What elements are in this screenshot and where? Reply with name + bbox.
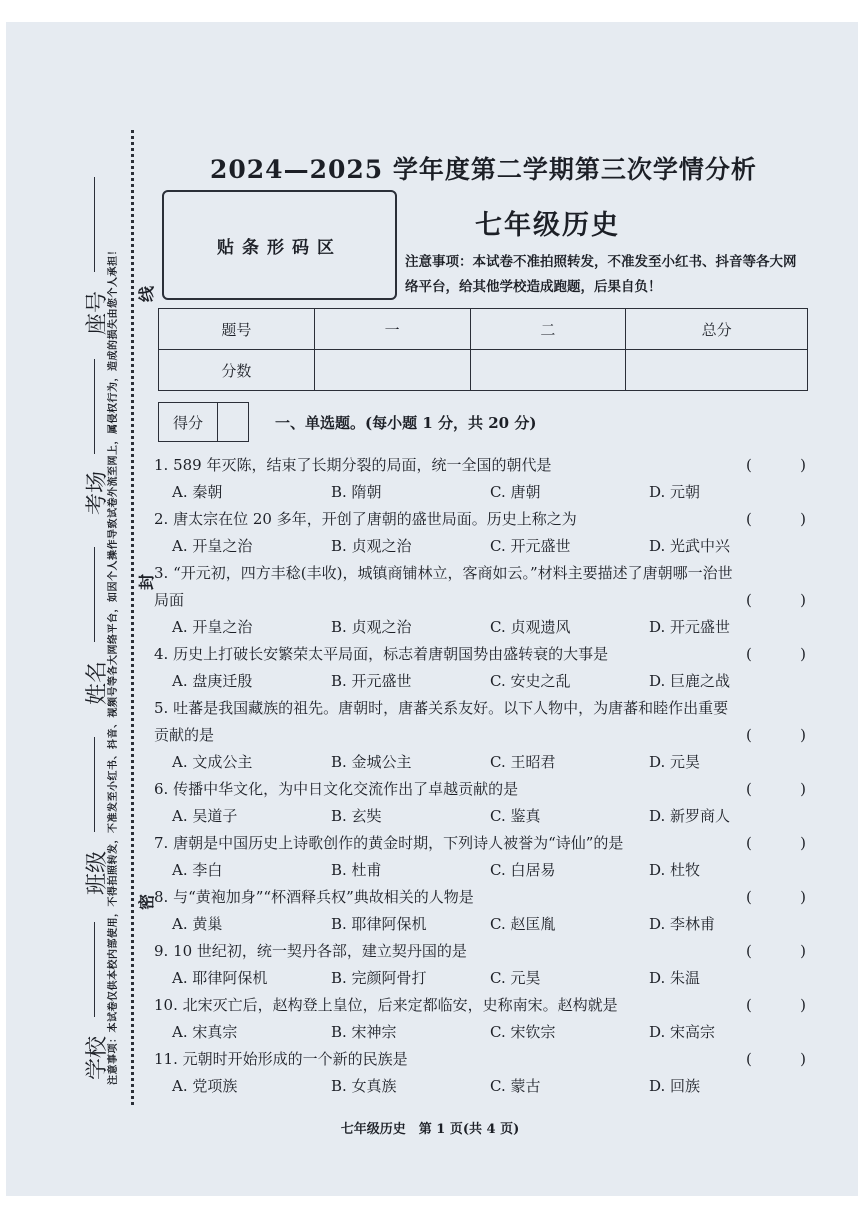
paren-open: ( [746, 456, 752, 474]
option-row [154, 1073, 814, 1100]
name-label: 姓名 [85, 660, 110, 705]
question-item [154, 695, 814, 776]
question-item [154, 884, 814, 938]
option-a: A. 李白 [172, 861, 223, 879]
seal-seal-char: 封 [137, 573, 156, 590]
option-row [154, 668, 814, 695]
section-score-box [158, 402, 249, 442]
paren-close: ) [800, 645, 806, 663]
question-stem: 10. 北宋灭亡后，赵构登上皇位，后来定都临安，史称南宋。赵构就是 [154, 996, 618, 1014]
option-b: B. 女真族 [331, 1077, 397, 1095]
answer-parentheses [746, 587, 806, 614]
question-stem: 9. 10 世纪初，统一契丹各部，建立契丹国的是 [154, 942, 467, 960]
option-c: C. 王昭君 [490, 753, 556, 771]
question-item [154, 1046, 814, 1100]
paren-open: ( [746, 726, 752, 744]
paren-close: ) [800, 726, 806, 744]
answer-parentheses [746, 830, 806, 857]
option-row [154, 479, 814, 506]
option-c: C. 元昊 [490, 969, 541, 987]
option-b: B. 贞观之治 [331, 537, 412, 555]
option-a: A. 盘庚迁殷 [172, 672, 253, 690]
question-stem: 5. 吐蕃是我国藏族的祖先。唐朝时，唐蕃关系友好。以下人物中，为唐蕃和睦作出重要贡献的是 [154, 699, 729, 744]
question-list [154, 452, 814, 1100]
paren-close: ) [800, 780, 806, 798]
class-label: 班级 [85, 850, 110, 895]
score-cell: 一 [314, 309, 470, 350]
score-table-score-row [159, 350, 808, 391]
option-d: D. 新罗商人 [649, 807, 731, 825]
option-d: D. 元朝 [649, 483, 701, 501]
option-a: A. 耶律阿保机 [172, 969, 268, 987]
question-stem: 3. “开元初，四方丰稔(丰收)，城镇商铺林立，客商如云。”材料主要描述了唐朝哪一治世局面 [154, 564, 733, 609]
answer-parentheses [746, 641, 806, 668]
option-d: D. 杜牧 [649, 861, 701, 879]
option-b: B. 完颜阿骨打 [331, 969, 427, 987]
score-cell: 二 [470, 309, 626, 350]
option-row [154, 749, 814, 776]
paren-close: ) [800, 591, 806, 609]
option-c: C. 贞观遗风 [490, 618, 571, 636]
score-cell: 题号 [159, 309, 315, 350]
option-c: C. 蒙古 [490, 1077, 541, 1095]
option-c: C. 宋钦宗 [490, 1023, 556, 1041]
question-item [154, 452, 814, 506]
question-item [154, 506, 814, 560]
option-d: D. 光武中兴 [649, 537, 731, 555]
seat-number-label: 座号 [85, 290, 110, 335]
question-stem: 2. 唐太宗在位 20 多年，开创了唐朝的盛世局面。历史上称之为 [154, 510, 577, 528]
answer-parentheses [746, 1046, 806, 1073]
paren-close: ) [800, 510, 806, 528]
option-a: A. 文成公主 [172, 753, 253, 771]
option-b: B. 玄奘 [331, 807, 382, 825]
option-b: B. 开元盛世 [331, 672, 412, 690]
paren-close: ) [800, 456, 806, 474]
score-blank-cell [470, 350, 626, 391]
option-row [154, 1019, 814, 1046]
option-row [154, 803, 814, 830]
option-d: D. 朱温 [649, 969, 701, 987]
option-b: B. 耶律阿保机 [331, 915, 427, 933]
option-a: A. 宋真宗 [172, 1023, 238, 1041]
option-row [154, 911, 814, 938]
option-d: D. 宋高宗 [649, 1023, 716, 1041]
option-a: A. 开皇之治 [172, 537, 253, 555]
option-c: C. 开元盛世 [490, 537, 571, 555]
paren-open: ( [746, 780, 752, 798]
score-table [158, 308, 808, 391]
exam-title: 2024—2025 学年度第二学期第三次学情分析 [210, 155, 757, 184]
paren-close: ) [800, 834, 806, 852]
score-blank-cell [314, 350, 470, 391]
question-item [154, 776, 814, 830]
option-b: B. 贞观之治 [331, 618, 412, 636]
option-a: A. 黄巢 [172, 915, 223, 933]
question-stem: 11. 元朝时开始形成的一个新的民族是 [154, 1050, 408, 1068]
option-a: A. 开皇之治 [172, 618, 253, 636]
option-d: D. 开元盛世 [649, 618, 731, 636]
option-a: A. 秦朝 [172, 483, 223, 501]
exam-room-label: 考场 [85, 470, 110, 515]
option-c: C. 白居易 [490, 861, 556, 879]
paren-open: ( [746, 888, 752, 906]
option-a: A. 吴道子 [172, 807, 238, 825]
seal-secret-char: 密 [137, 893, 156, 910]
score-table-header-row [159, 309, 808, 350]
subject-title: 七年级历史 [475, 210, 620, 241]
school-label: 学校 [85, 1035, 110, 1080]
option-b: B. 杜甫 [331, 861, 382, 879]
option-d: D. 回族 [649, 1077, 701, 1095]
option-c: C. 唐朝 [490, 483, 541, 501]
option-c: C. 安史之乱 [490, 672, 571, 690]
paren-open: ( [746, 942, 752, 960]
option-d: D. 李林甫 [649, 915, 716, 933]
option-row [154, 857, 814, 884]
answer-parentheses [746, 776, 806, 803]
option-b: B. 隋朝 [331, 483, 382, 501]
question-item [154, 830, 814, 884]
section-title: 一、单选题。(每小题 1 分，共 20 分) [275, 413, 537, 432]
paren-close: ) [800, 1050, 806, 1068]
paren-open: ( [746, 834, 752, 852]
page-footer: 七年级历史 第 1 页(共 4 页) [340, 1122, 520, 1137]
question-item [154, 938, 814, 992]
option-row [154, 614, 814, 641]
question-item [154, 560, 814, 641]
attention-note: 注意事项：本试卷不准拍照转发，不准发至小红书、抖音等各大网络平台，给其他学校造成跑题，后果自负！ [405, 254, 797, 295]
binding-dotted-line [131, 130, 134, 1105]
section-header [158, 402, 536, 442]
paren-open: ( [746, 1050, 752, 1068]
answer-parentheses [746, 938, 806, 965]
option-b: B. 宋神宗 [331, 1023, 397, 1041]
section-score-blank [217, 403, 248, 441]
section-score-label: 得分 [173, 413, 204, 432]
paren-close: ) [800, 942, 806, 960]
option-c: C. 赵匡胤 [490, 915, 556, 933]
question-item [154, 641, 814, 695]
question-stem: 6. 传播中华文化，为中日文化交流作出了卓越贡献的是 [154, 780, 519, 798]
answer-parentheses [746, 506, 806, 533]
paren-close: ) [800, 996, 806, 1014]
option-d: D. 巨鹿之战 [649, 672, 731, 690]
question-stem: 4. 历史上打破长安繁荣太平局面，标志着唐朝国势由盛转衰的大事是 [154, 645, 609, 663]
option-row [154, 533, 814, 560]
option-b: B. 金城公主 [331, 753, 412, 771]
answer-parentheses [746, 992, 806, 1019]
paren-open: ( [746, 591, 752, 609]
answer-parentheses [746, 884, 806, 911]
score-cell: 总分 [626, 309, 808, 350]
option-c: C. 鉴真 [490, 807, 541, 825]
answer-parentheses [746, 722, 806, 749]
barcode-area: 贴条形码区 [162, 190, 397, 300]
seal-line-char: 线 [137, 285, 156, 302]
option-a: A. 党项族 [172, 1077, 238, 1095]
answer-parentheses [746, 452, 806, 479]
score-blank-cell [626, 350, 808, 391]
paren-close: ) [800, 888, 806, 906]
option-row [154, 965, 814, 992]
score-cell: 分数 [159, 350, 315, 391]
question-stem: 7. 唐朝是中国历史上诗歌创作的黄金时期，下列诗人被誉为“诗仙”的是 [154, 834, 624, 852]
option-d: D. 元昊 [649, 753, 701, 771]
question-stem: 8. 与“黄袍加身”“杯酒释兵权”典故相关的人物是 [154, 888, 474, 906]
paren-open: ( [746, 996, 752, 1014]
question-item [154, 992, 814, 1046]
binding-notice: 注意事项：本试卷仅供本校内部使用，不得拍照转发，不准发至小红书、抖音、视频号等各大网络平台，如因个人操作导致试卷外流至网上，属侵权行为，造成的损失由您个人承担！ [108, 245, 119, 1085]
question-stem: 1. 589 年灭陈，结束了长期分裂的局面，统一全国的朝代是 [154, 456, 552, 474]
paren-open: ( [746, 645, 752, 663]
paren-open: ( [746, 510, 752, 528]
